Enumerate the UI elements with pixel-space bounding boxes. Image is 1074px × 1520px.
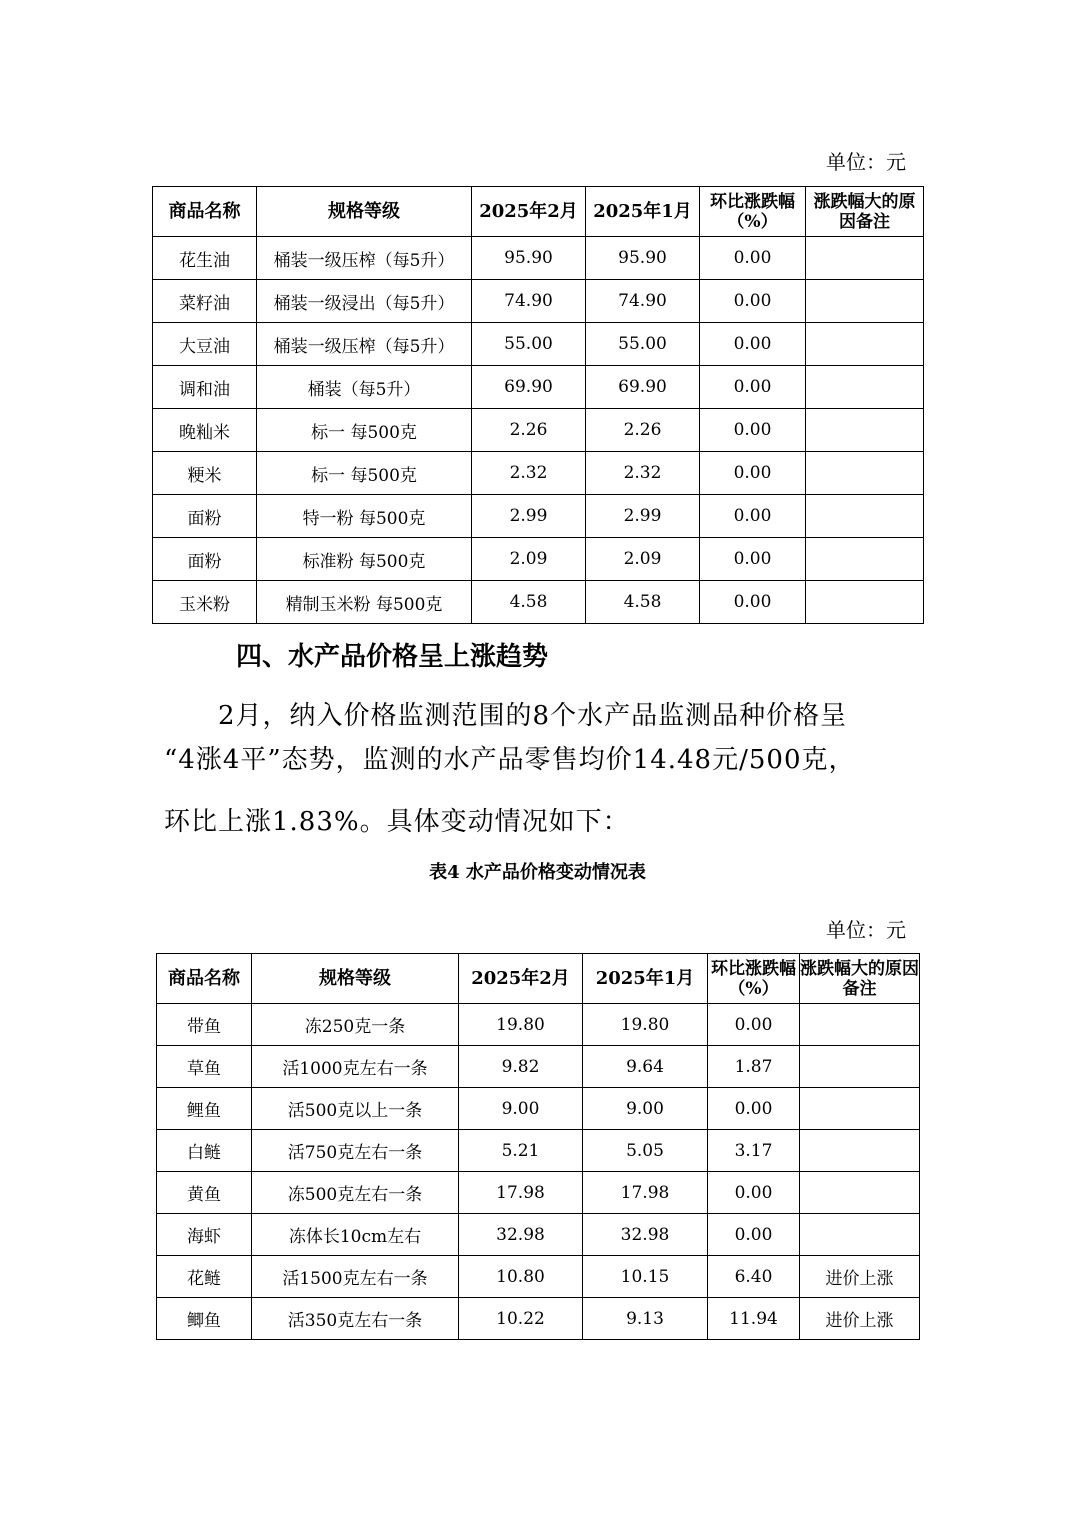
cell-remark xyxy=(806,323,924,366)
cell-name: 玉米粉 xyxy=(153,581,257,624)
paragraph-line-2: “4涨4平”态势，监测的水产品零售均价14.48元/500克， xyxy=(164,745,856,775)
cell-remark xyxy=(806,581,924,624)
cell-jan-price: 10.15 xyxy=(583,1256,708,1298)
cell-feb-price: 2.32 xyxy=(472,452,586,495)
header-jan: 2025年1月 xyxy=(586,187,700,237)
cell-change: 0.00 xyxy=(700,452,806,495)
table-row xyxy=(153,495,924,538)
cell-name: 花鲢 xyxy=(157,1256,252,1298)
cell-jan-price: 95.90 xyxy=(586,237,700,280)
header-spec: 规格等级 xyxy=(252,954,459,1004)
cell-jan-price: 2.09 xyxy=(586,538,700,581)
table2-caption: 表4 水产品价格变动情况表 xyxy=(429,862,646,883)
header-feb: 2025年2月 xyxy=(459,954,583,1004)
cell-feb-price: 5.21 xyxy=(459,1130,583,1172)
table-header-row xyxy=(157,954,920,1004)
cell-jan-price: 9.13 xyxy=(583,1298,708,1340)
cell-jan-price: 5.05 xyxy=(583,1130,708,1172)
cell-remark xyxy=(800,1046,920,1088)
cell-change: 0.00 xyxy=(700,237,806,280)
table-row xyxy=(153,237,924,280)
cell-jan-price: 4.58 xyxy=(586,581,700,624)
cell-name: 面粉 xyxy=(153,538,257,581)
table-row xyxy=(157,1298,920,1340)
header-remark: 涨跌幅大的原因备注 xyxy=(806,187,924,237)
aquatic-price-table xyxy=(156,953,920,1340)
cell-feb-price: 4.58 xyxy=(472,581,586,624)
cell-jan-price: 55.00 xyxy=(586,323,700,366)
cell-change: 0.00 xyxy=(708,1004,800,1046)
cell-feb-price: 2.09 xyxy=(472,538,586,581)
header-name: 商品名称 xyxy=(153,187,257,237)
header-remark: 涨跌幅大的原因备注 xyxy=(800,954,920,1004)
table-row xyxy=(157,1004,920,1046)
cell-feb-price: 55.00 xyxy=(472,323,586,366)
cell-name: 粳米 xyxy=(153,452,257,495)
cell-change: 0.00 xyxy=(708,1088,800,1130)
cell-remark xyxy=(806,409,924,452)
table-row xyxy=(157,1130,920,1172)
cell-remark: 进价上涨 xyxy=(800,1256,920,1298)
cell-name: 鲫鱼 xyxy=(157,1298,252,1340)
cell-spec: 标一 每500克 xyxy=(257,452,472,495)
table-row xyxy=(153,409,924,452)
cell-remark xyxy=(800,1130,920,1172)
cell-spec: 活750克左右一条 xyxy=(252,1130,459,1172)
cell-feb-price: 95.90 xyxy=(472,237,586,280)
cell-change: 0.00 xyxy=(700,409,806,452)
table-row xyxy=(157,1046,920,1088)
cell-feb-price: 17.98 xyxy=(459,1172,583,1214)
cell-change: 3.17 xyxy=(708,1130,800,1172)
cell-jan-price: 9.00 xyxy=(583,1088,708,1130)
cell-spec: 冻250克一条 xyxy=(252,1004,459,1046)
cell-spec: 活1000克左右一条 xyxy=(252,1046,459,1088)
table-row xyxy=(153,366,924,409)
cell-spec: 冻500克左右一条 xyxy=(252,1172,459,1214)
cell-spec: 活500克以上一条 xyxy=(252,1088,459,1130)
cell-spec: 桶装（每5升） xyxy=(257,366,472,409)
cell-jan-price: 32.98 xyxy=(583,1214,708,1256)
cell-change: 0.00 xyxy=(708,1172,800,1214)
cell-name: 调和油 xyxy=(153,366,257,409)
cell-spec: 标一 每500克 xyxy=(257,409,472,452)
cell-jan-price: 2.99 xyxy=(586,495,700,538)
cell-remark xyxy=(806,366,924,409)
cell-remark xyxy=(800,1004,920,1046)
cell-change: 0.00 xyxy=(700,366,806,409)
cell-change: 0.00 xyxy=(708,1214,800,1256)
cell-remark xyxy=(806,452,924,495)
table-row xyxy=(153,538,924,581)
cell-spec: 活350克左右一条 xyxy=(252,1298,459,1340)
header-feb: 2025年2月 xyxy=(472,187,586,237)
table-header-row xyxy=(153,187,924,237)
cell-change: 1.87 xyxy=(708,1046,800,1088)
cell-spec: 桶装一级压榨（每5升） xyxy=(257,323,472,366)
cell-name: 鲤鱼 xyxy=(157,1088,252,1130)
cell-remark xyxy=(800,1172,920,1214)
header-jan: 2025年1月 xyxy=(583,954,708,1004)
header-change: 环比涨跌幅（%） xyxy=(700,187,806,237)
section-heading: 四、水产品价格呈上涨趋势 xyxy=(236,642,549,672)
cell-feb-price: 19.80 xyxy=(459,1004,583,1046)
cell-jan-price: 17.98 xyxy=(583,1172,708,1214)
cell-name: 花生油 xyxy=(153,237,257,280)
cell-spec: 活1500克左右一条 xyxy=(252,1256,459,1298)
cell-change: 0.00 xyxy=(700,538,806,581)
cell-remark xyxy=(806,538,924,581)
cell-remark xyxy=(806,280,924,323)
table1-unit: 单位：元 xyxy=(826,150,906,174)
cell-jan-price: 2.26 xyxy=(586,409,700,452)
cell-spec: 特一粉 每500克 xyxy=(257,495,472,538)
table-row xyxy=(157,1214,920,1256)
cell-feb-price: 9.82 xyxy=(459,1046,583,1088)
cell-remark xyxy=(806,495,924,538)
table-row xyxy=(153,323,924,366)
cell-feb-price: 74.90 xyxy=(472,280,586,323)
header-change: 环比涨跌幅（%） xyxy=(708,954,800,1004)
cell-name: 白鲢 xyxy=(157,1130,252,1172)
cell-feb-price: 2.26 xyxy=(472,409,586,452)
table2-unit: 单位：元 xyxy=(826,918,906,942)
cell-jan-price: 69.90 xyxy=(586,366,700,409)
cell-change: 11.94 xyxy=(708,1298,800,1340)
cell-feb-price: 10.80 xyxy=(459,1256,583,1298)
cell-feb-price: 9.00 xyxy=(459,1088,583,1130)
table-row xyxy=(157,1256,920,1298)
cell-feb-price: 69.90 xyxy=(472,366,586,409)
table-row xyxy=(153,581,924,624)
cell-change: 0.00 xyxy=(700,581,806,624)
cell-feb-price: 32.98 xyxy=(459,1214,583,1256)
table-row xyxy=(157,1088,920,1130)
cell-remark: 进价上涨 xyxy=(800,1298,920,1340)
cell-jan-price: 74.90 xyxy=(586,280,700,323)
cell-jan-price: 19.80 xyxy=(583,1004,708,1046)
paragraph-line-1: 2月，纳入价格监测范围的8个水产品监测品种价格呈 xyxy=(218,701,848,731)
cell-change: 0.00 xyxy=(700,280,806,323)
table-row xyxy=(153,452,924,495)
grain-oil-price-table xyxy=(152,186,924,624)
table-row xyxy=(157,1172,920,1214)
cell-name: 海虾 xyxy=(157,1214,252,1256)
cell-change: 0.00 xyxy=(700,323,806,366)
cell-change: 6.40 xyxy=(708,1256,800,1298)
cell-name: 菜籽油 xyxy=(153,280,257,323)
cell-spec: 桶装一级压榨（每5升） xyxy=(257,237,472,280)
cell-remark xyxy=(800,1214,920,1256)
cell-name: 大豆油 xyxy=(153,323,257,366)
cell-change: 0.00 xyxy=(700,495,806,538)
cell-name: 面粉 xyxy=(153,495,257,538)
cell-feb-price: 10.22 xyxy=(459,1298,583,1340)
cell-remark xyxy=(800,1088,920,1130)
cell-spec: 标准粉 每500克 xyxy=(257,538,472,581)
header-name: 商品名称 xyxy=(157,954,252,1004)
cell-name: 黄鱼 xyxy=(157,1172,252,1214)
table-row xyxy=(153,280,924,323)
cell-jan-price: 9.64 xyxy=(583,1046,708,1088)
cell-name: 带鱼 xyxy=(157,1004,252,1046)
paragraph-line-3: 环比上涨1.83%。具体变动情况如下： xyxy=(164,807,630,837)
cell-remark xyxy=(806,237,924,280)
cell-name: 草鱼 xyxy=(157,1046,252,1088)
cell-spec: 冻体长10cm左右 xyxy=(252,1214,459,1256)
cell-spec: 桶装一级浸出（每5升） xyxy=(257,280,472,323)
cell-spec: 精制玉米粉 每500克 xyxy=(257,581,472,624)
cell-name: 晚籼米 xyxy=(153,409,257,452)
cell-jan-price: 2.32 xyxy=(586,452,700,495)
cell-feb-price: 2.99 xyxy=(472,495,586,538)
header-spec: 规格等级 xyxy=(257,187,472,237)
